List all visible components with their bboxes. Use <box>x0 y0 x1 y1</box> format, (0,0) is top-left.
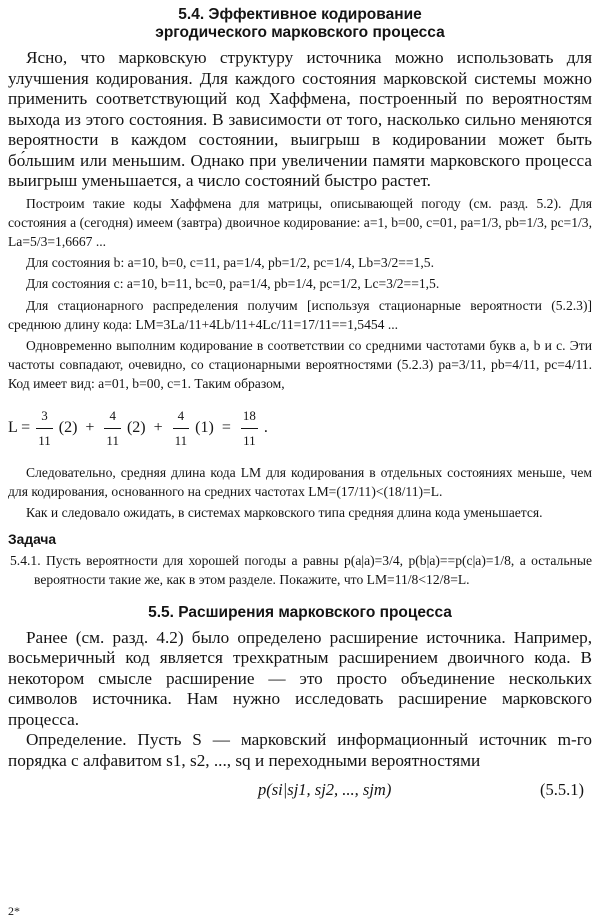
task-5-4-1: 5.4.1. Пусть вероятности для хорошей погоды a равны p(a|a)=3/4, p(b|a)==p(c|a)=1/8, а остальные вероятности такие же, как в этом разделе. Покажите, что LM=11/8<12/8=L. <box>10 553 592 588</box>
fraction-2-den: 11 <box>106 432 119 448</box>
state-c-paragraph: Для состояния c: a=10, b=11, bc=0, pa=1/4, pb=1/4, pc=1/2, Lc=3/2==1,5. <box>26 276 440 292</box>
fraction-1-num: 3 <box>36 404 53 429</box>
plus-1: + <box>81 418 99 436</box>
fraction-2 <box>104 404 121 453</box>
equation-expression: p(si|sj1, sj2, ..., sjm) <box>258 780 392 800</box>
equation-number: (5.5.1) <box>540 780 584 800</box>
fraction-1 <box>36 404 53 453</box>
fraction-result <box>241 404 258 453</box>
fraction-result-den: 11 <box>243 432 256 448</box>
state-b-paragraph: Для состояния b: a=10, b=0, c=11, pa=1/4, pb=1/2, pc=1/4, Lb=3/2==1,5. <box>26 255 434 271</box>
fraction-3-den: 11 <box>174 432 188 448</box>
fraction-2-num: 4 <box>104 404 121 429</box>
fraction-3 <box>173 404 190 453</box>
plus-2: + <box>149 418 167 436</box>
term-1-mult: (2) <box>58 418 78 436</box>
period: . <box>263 418 268 436</box>
average-frequency-paragraph: Одновременно выполним кодирование в соответствии со средними частотами букв a, b и c. Эти частоты совпадают, очевидно, со стационарными вероятностями (5.2.3) pa=3/11, pb=4/11, pc=4/11. Код имеет вид: a=01, b=00, c=1. Таким образом, <box>8 337 592 392</box>
section-heading-5-4 <box>8 6 592 42</box>
fraction-3-num: 4 <box>173 404 190 429</box>
heading-line-1: 5.4. Эффективное кодирование <box>178 6 422 23</box>
task-heading: Задача <box>8 532 57 548</box>
definition-paragraph: Определение. Пусть S — марковский информационный источник m-го порядка с алфавитом s1, s2, ..., sq и переходными вероятностями <box>8 730 592 770</box>
term-3-mult: (1) <box>195 418 214 436</box>
fraction-1-den: 11 <box>38 432 51 448</box>
equals: = <box>217 418 235 436</box>
heading-line-2: эргодического марковского процесса <box>155 24 445 41</box>
section-heading-5-5: 5.5. Расширения марковского процесса <box>148 603 452 621</box>
extension-paragraph: Ранее (см. разд. 4.2) было определено расширение источника. Например, восьмеричный код является трехкратным расширением двоичного кода. В некотором смысле расширение — это просто объединение нескольких символов источника. Нам нужно исследовать расширение марковского процесса. <box>8 627 592 729</box>
fraction-result-num: 18 <box>241 404 258 429</box>
intro-paragraph: Ясно, что марковскую структуру источника можно использовать для улучшения кодирования. Для каждого состояния марковской системы можно применить соответствующий код Хаффмена, построенный по вероятностям выхода из этого состояния. В зависимости от того, насколько сильно меняются вероятности в каждом состоянии, выигрыш в кодировании может быть бо́льшим или меньшим. Однако при увеличении памяти марковского процесса выигрыш уменьшается, а число состояний быстро растет. <box>8 48 592 190</box>
equation-5-5-1 <box>8 779 592 803</box>
signature-mark: 2* <box>8 904 20 918</box>
weather-codes-paragraph: Построим такие коды Хаффмена для матрицы, описывающей погоду (см. разд. 5.2). Для состояния a (сегодня) имеем (завтра) двоичное кодирование: a=1, b=00, c=01, pa=1/3, pb=1/3, pc=1/3, La=5/3=1,6667 ... <box>8 195 592 249</box>
formula-L <box>8 404 592 453</box>
term-2-mult: (2) <box>126 418 146 436</box>
formula-lhs: L = <box>8 418 31 436</box>
conclusion-paragraph: Следовательно, средняя длина кода LM для кодирования в отдельных состояниях меньше, чем для кодирования, основанного на средних частотах LM=(17/11)<(18/11)=L. <box>8 464 592 499</box>
stationary-paragraph: Для стационарного распределения получим [используя стационарные вероятности (5.2.3)] среднюю длину кода: LM=3La/11+4Lb/11+4Lc/11=17/11==1,5454 ... <box>8 297 592 332</box>
expectation-paragraph: Как и следовало ожидать, в системах марковского типа средняя длина кода уменьшается. <box>26 504 543 520</box>
